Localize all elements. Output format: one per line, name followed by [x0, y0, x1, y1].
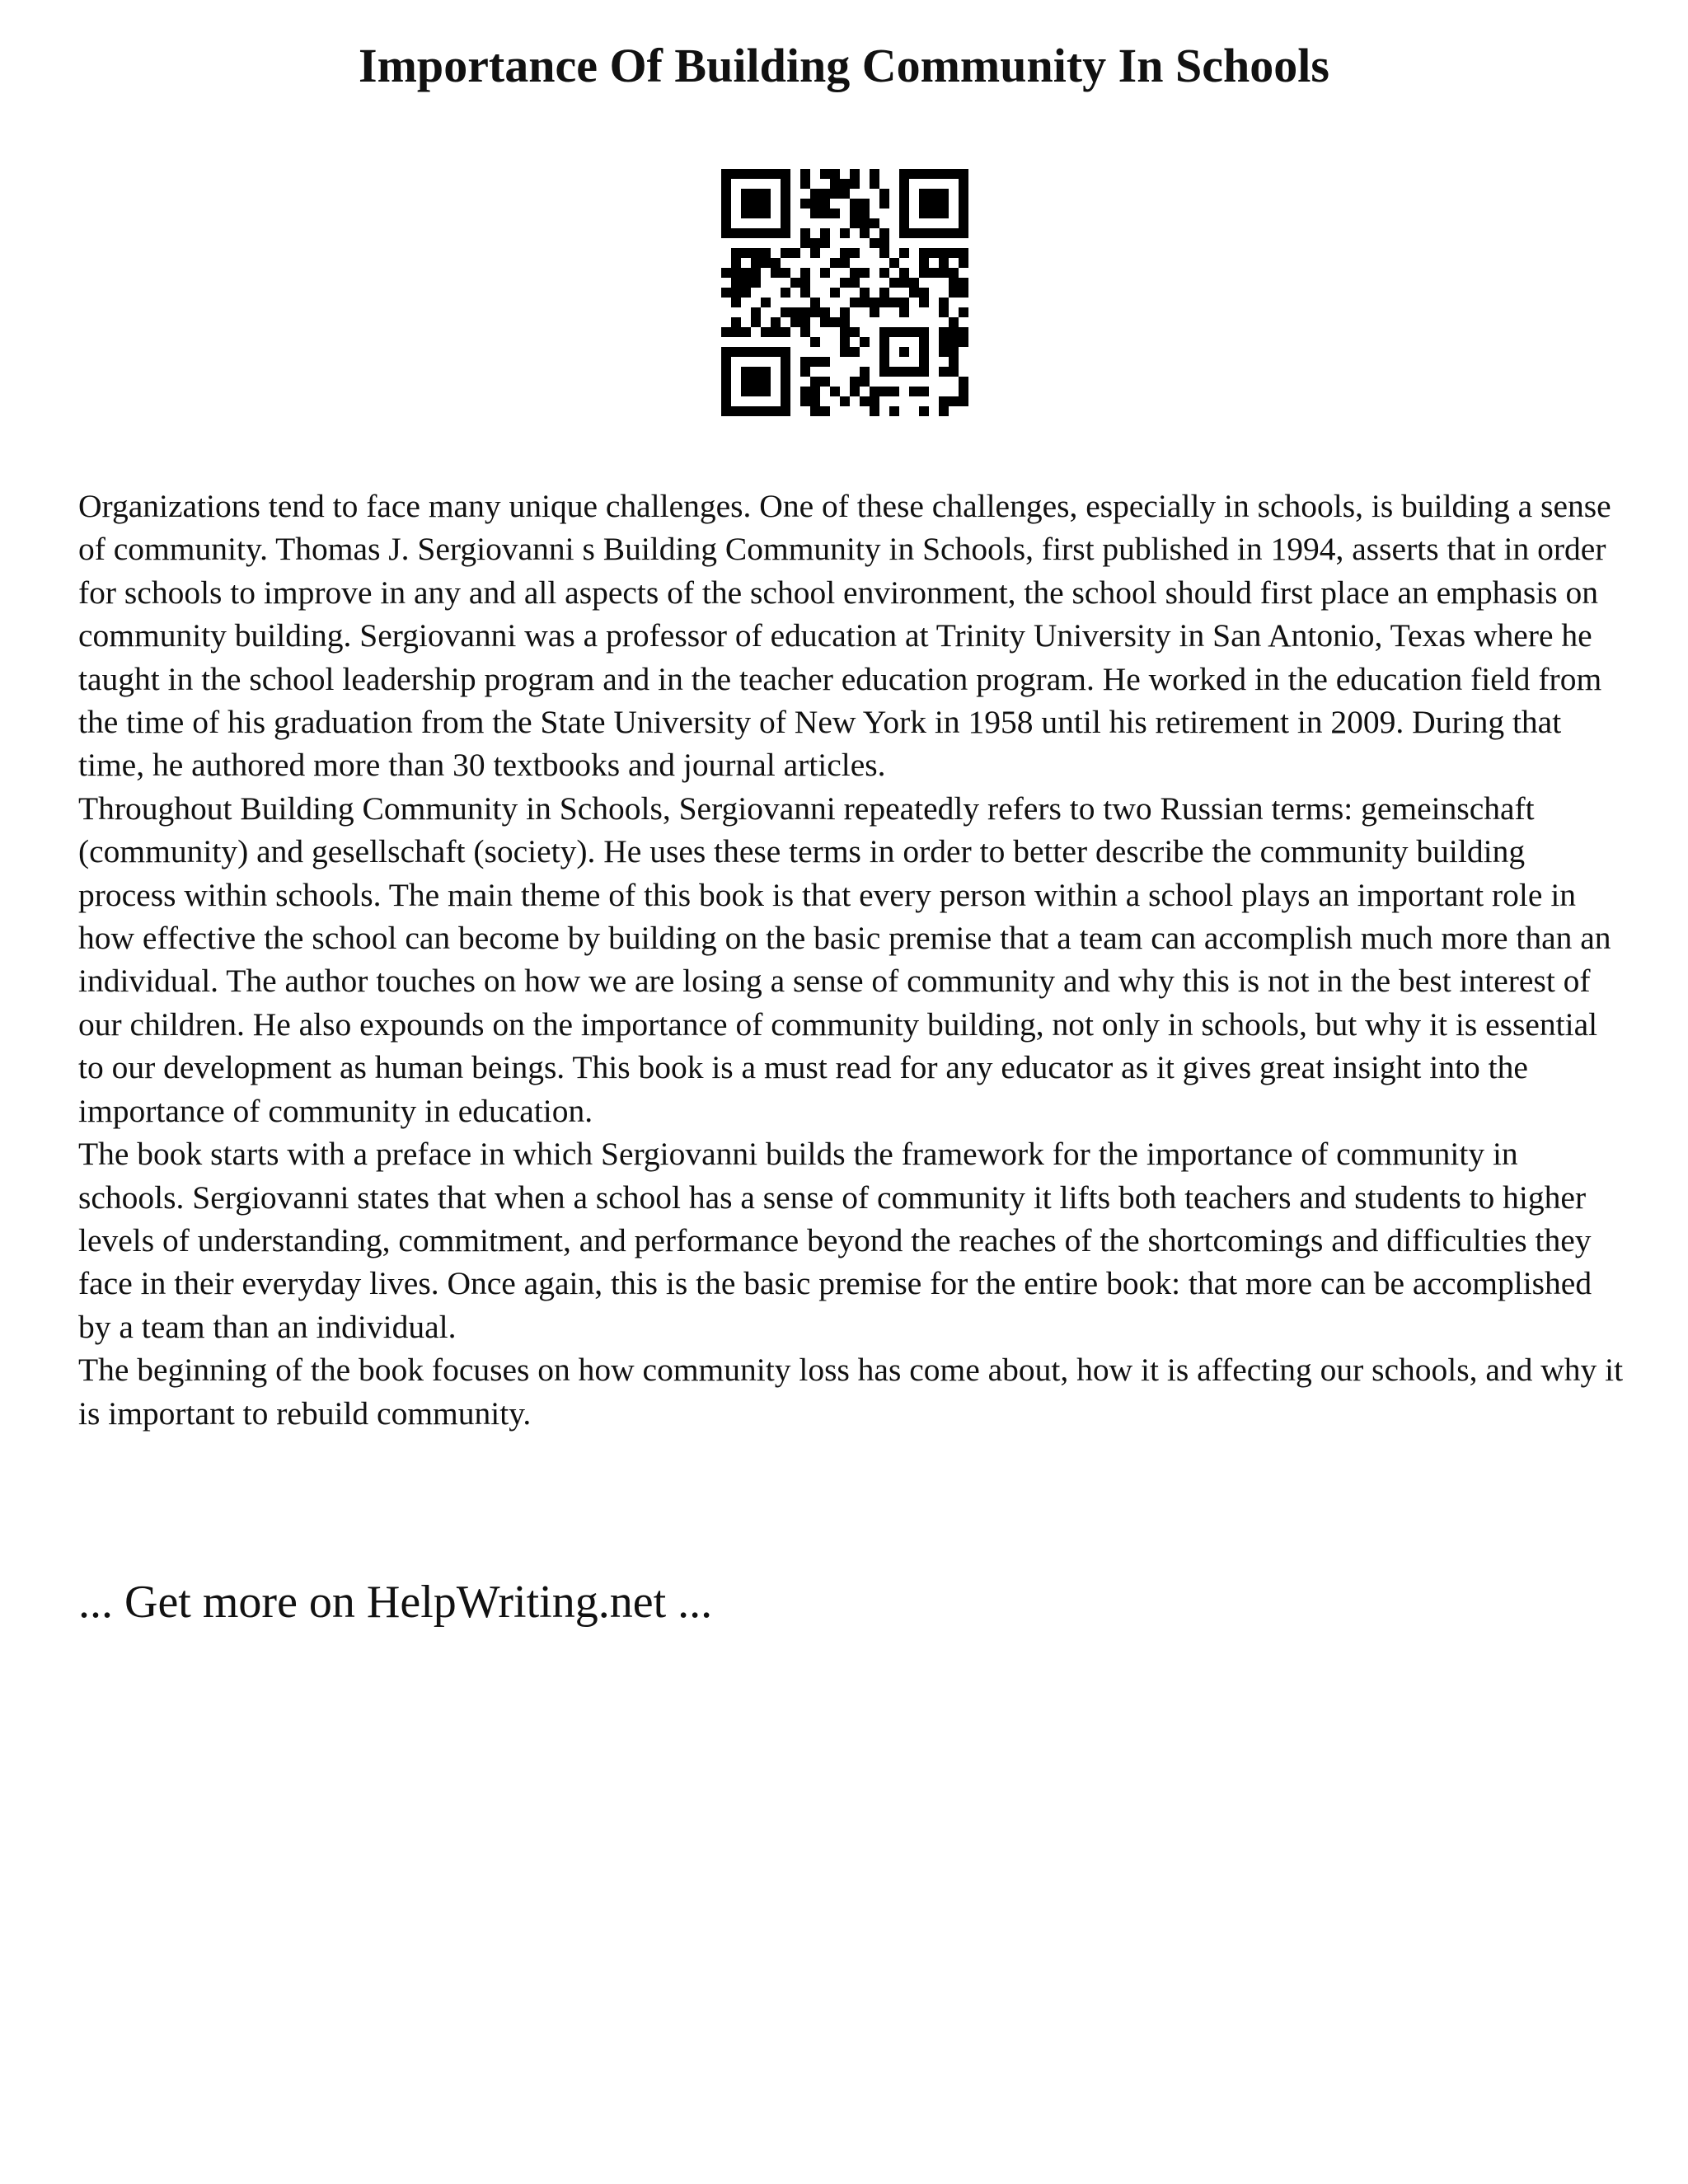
paragraph-1: Organizations tend to face many unique challenges. One of these challenges, especially in schools, is building a sense of community. Thomas J. Sergiovanni s Building Community in Schools, first published in 1994, asserts that in order for schools to improve in any and all aspects of the school environment, the school should first place an emphasis on community building. Sergiovanni was a professor of education at Trinity University in San Antonio, Texas where he taught in the school leadership program and in the teacher education program. He worked in the education field from the time of his graduation from the State University of New York in 1958 until his retirement in 2009. During that time, he authored more than 30 textbooks and journal articles.	[78, 488, 1611, 784]
article-body	[78, 485, 1628, 1435]
get-more-link[interactable]: ... Get more on HelpWriting.net ...	[78, 1577, 713, 1628]
qr-code-icon	[721, 169, 968, 416]
paragraph-4: The beginning of the book focuses on how community loss has come about, how it is affecting our schools, and why it is important to rebuild community.	[78, 1352, 1624, 1432]
paragraph-3: The book starts with a preface in which Sergiovanni builds the framework for the importance of community in schools. Sergiovanni states that when a school has a sense of community it lifts both teachers and students to higher levels of understanding, commitment, and performance beyond the reaches of the shortcomings and difficulties they face in their everyday lives. Once again, this is the basic premise for the entire book: that more can be accomplished by a team than an individual.	[78, 1136, 1592, 1345]
page-title: Importance Of Building Community In Schools	[359, 39, 1329, 92]
paragraph-2: Throughout Building Community in Schools, Sergiovanni repeatedly refers to two Russian terms: gemeinschaft (community) and gesellschaft (society). He uses these terms in order to better describe the community building process within schools. The main theme of this book is that every person within a school plays an important role in how effective the school can become by building on the basic premise that a team can accomplish much more than an individual. The author touches on how we are losing a sense of community and why this is not in the best interest of our children. He also expounds on the importance of community building, not only in schools, but why it is essential to our development as human beings. This book is a must read for any educator as it gives great insight into the importance of community in education.	[78, 790, 1611, 1129]
